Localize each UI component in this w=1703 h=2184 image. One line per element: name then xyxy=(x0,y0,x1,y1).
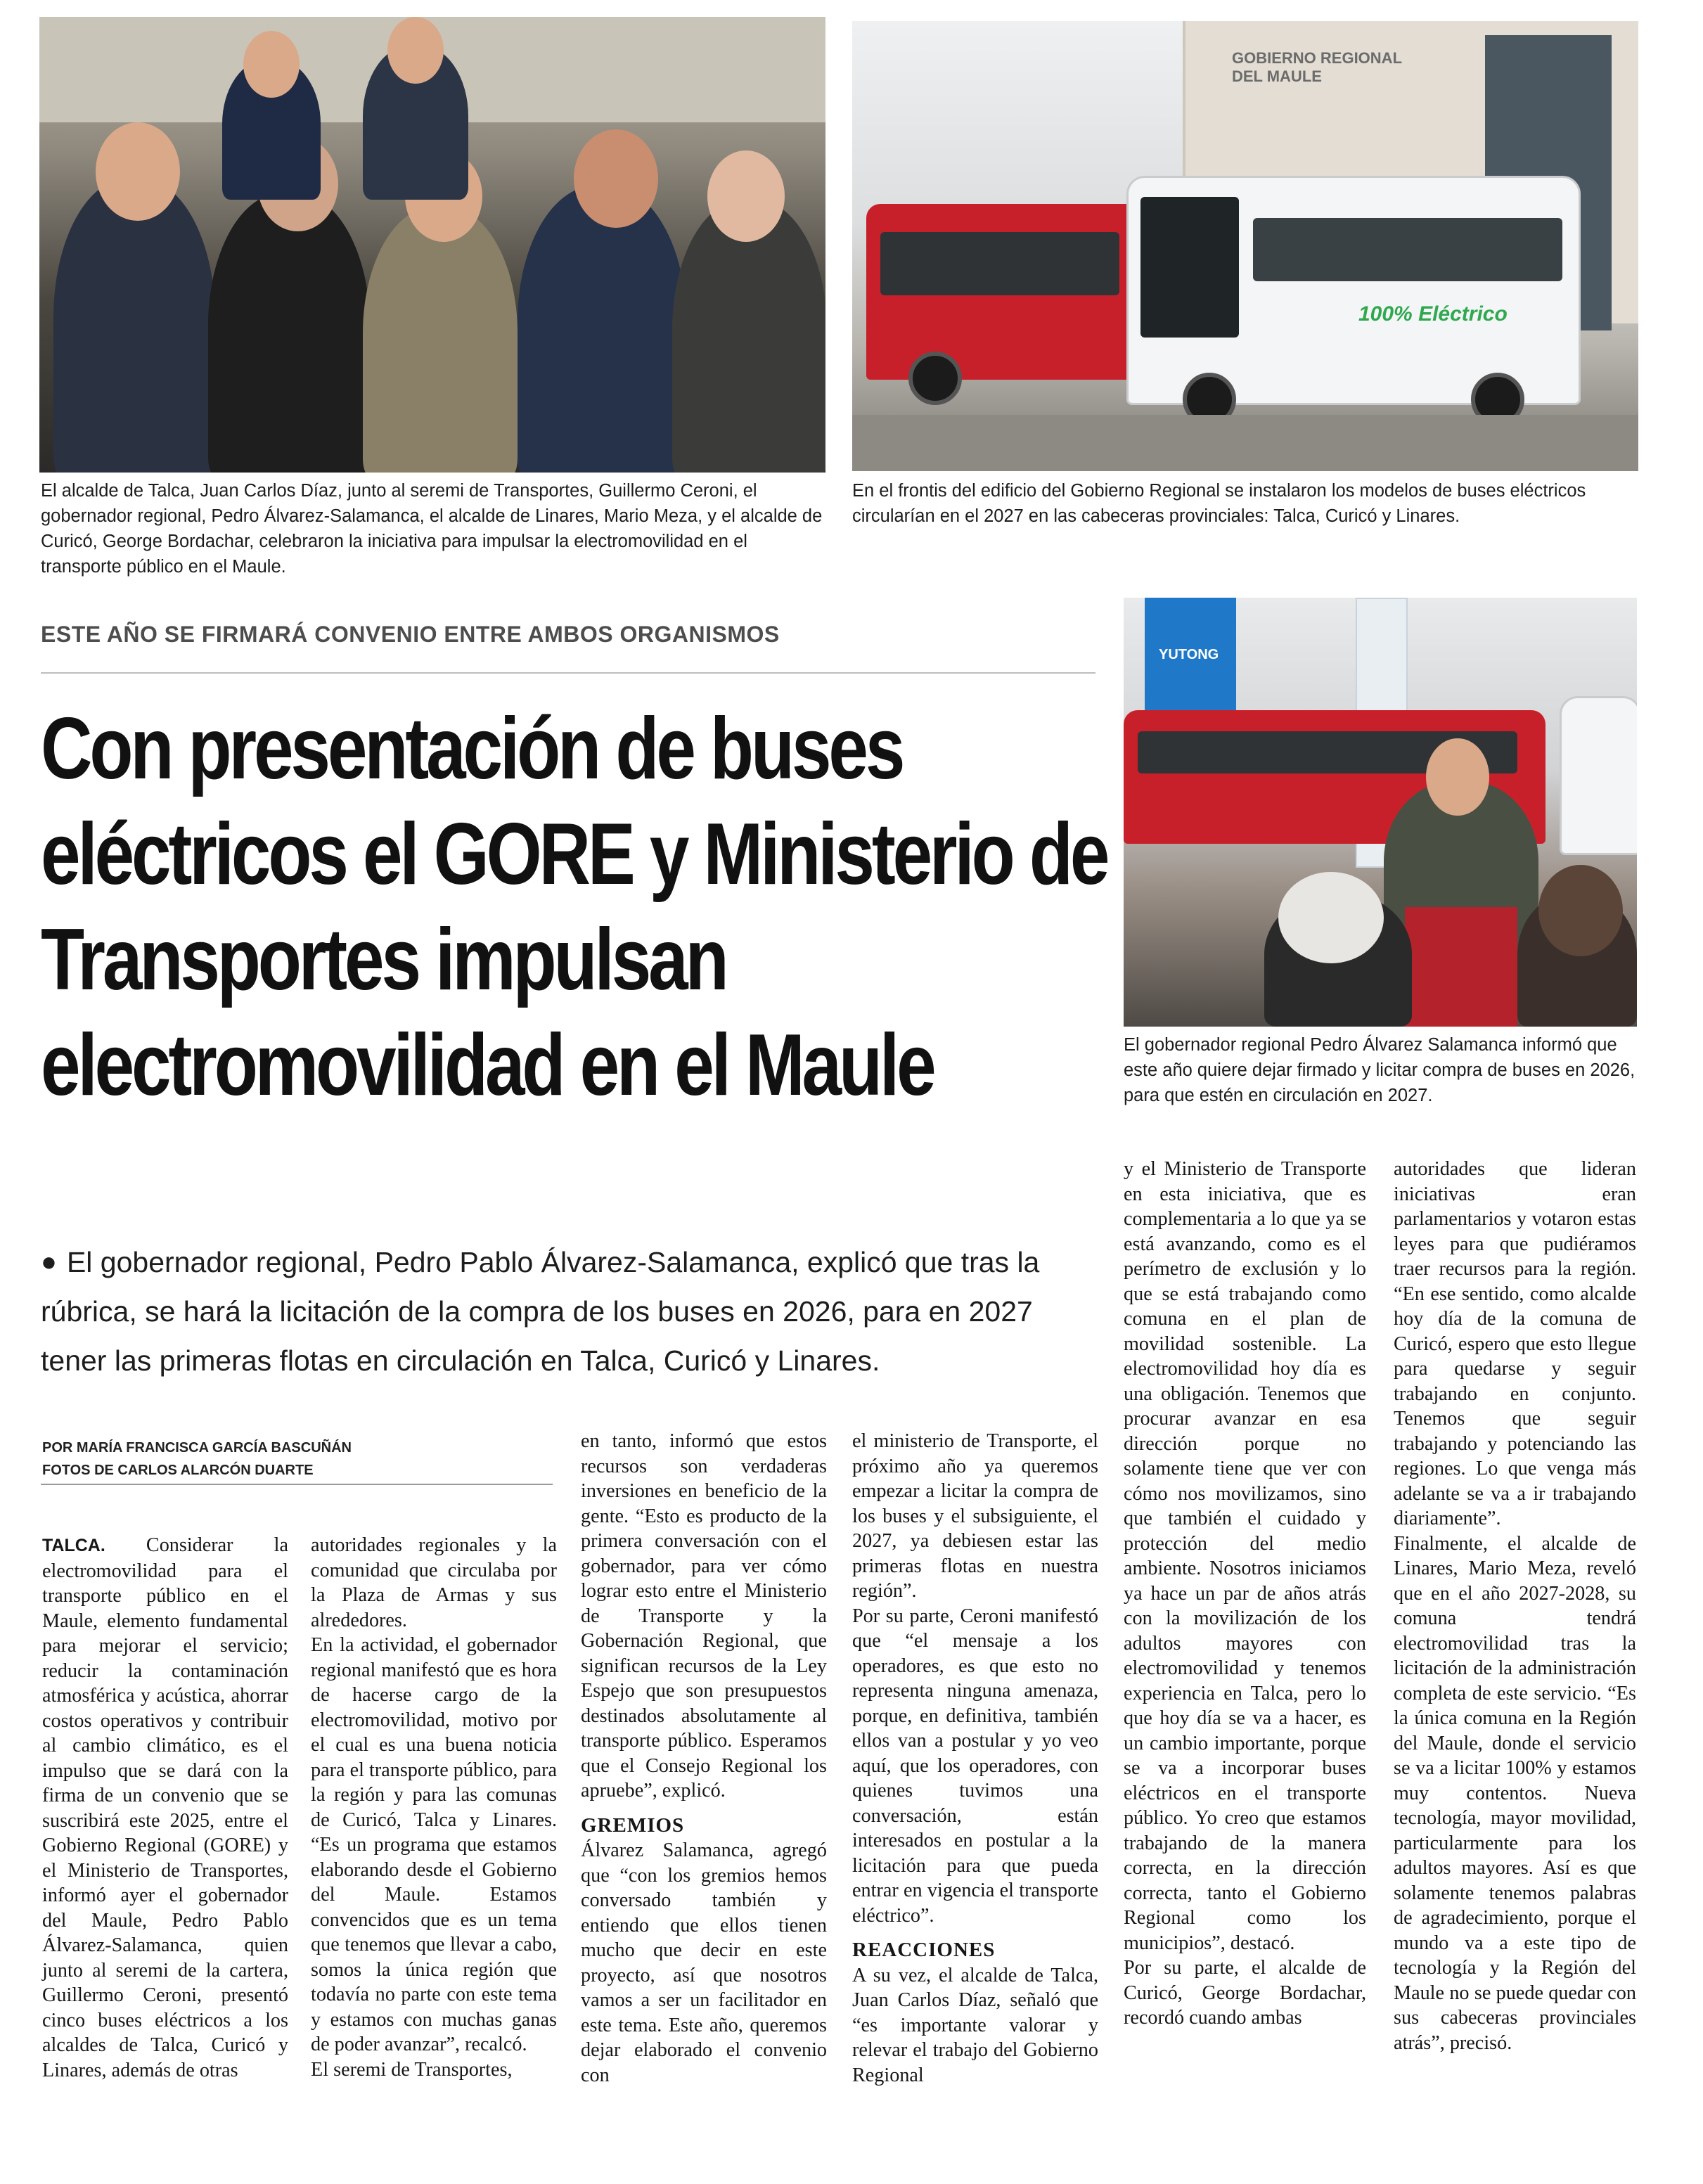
bus-electric-label: 100% Eléctrico xyxy=(1358,302,1508,326)
building-sign: GOBIERNO REGIONAL DEL MAULE xyxy=(1232,49,1402,85)
body-paragraph: El seremi de Transportes, xyxy=(311,2058,513,2081)
street xyxy=(852,415,1638,471)
body-paragraph: Álvarez Salamanca, agregó que “con los gremios hemos conversado también y entiendo que ellos tienen mucho que decir en este proyecto, así que nosotros vamos a ser un facilitador en este tema. Este año, queremos dejar elaborado el convenio con xyxy=(581,1839,827,2086)
body-paragraph: autoridades que lideran iniciativas eran parlamentarios y votaron estas leyes para que pudiéramos traer recursos para la región. “En ese sentido, como alcalde hoy día de la comuna de Curicó, espero que esto llegue para quedarse y seguir trabajando en conjunto. Tenemos que seguir trabajando y potenciando las regiones. Lo que venga más adelante se va a ir trabajando diariamente”. xyxy=(1394,1158,1636,1529)
bus-wheel xyxy=(908,352,962,405)
body-paragraph: autoridades regionales y la comunidad que circulaba por la Plaza de Armas y sus alrededores. xyxy=(311,1534,557,1631)
article-column-1 xyxy=(42,1533,288,2083)
audience-head xyxy=(1538,865,1623,956)
article-kicker: ESTE AÑO SE FIRMARÁ CONVENIO ENTRE AMBOS ORGANISMOS xyxy=(41,622,780,647)
person-figure xyxy=(208,193,370,473)
body-paragraph: en tanto, informó que estos recursos son verdaderas inversiones en beneficio de la gente. “Esto es producto de la primera conversación con el gobernador, para ver cómo lograr esto entre el Ministerio de Transporte y la Gobernación Regional, que significan recursos de la Ley Espejo que son presupuestos destinados absolutamente al transporte público. Esperamos que el Consejo Regional los apruebe”, explicó. xyxy=(581,1430,827,1801)
body-paragraph: A su vez, el alcalde de Talca, Juan Carlos Díaz, señaló que “es importante valorar y relevar el trabajo del Gobierno Regional xyxy=(852,1964,1098,2086)
bullet-icon: ● xyxy=(41,1247,57,1277)
byline-author: POR MARÍA FRANCISCA GARCÍA BASCUÑÁN xyxy=(42,1440,352,1456)
body-paragraph: Considerar la electromovilidad para el transporte público en el Maule, elemento fundamental para mejorar el servicio; reducir la contaminación atmosférica y acústica, ahorrar costos operativos y contribuir al cambio climático, es el impulso que se dará con la firma de un convenio que se suscribirá este 2025, entre el Gobierno Regional (GORE) y el Ministerio de Transportes, informó ayer el gobernador del Maule, Pedro Pablo Álvarez-Salamanca, quien junto al seremi de la cartera, Guillermo Ceroni, presentó cinco buses eléctricos a los alcaldes de Talca, Curicó y Linares, además de otras xyxy=(42,1534,288,2081)
article-column-2 xyxy=(311,1533,557,2082)
subhead-reacciones: REACCIONES xyxy=(852,1939,996,1961)
white-bus-windshield xyxy=(1140,197,1239,338)
person-figure xyxy=(53,179,215,473)
photo-caption-officials: El alcalde de Talca, Juan Carlos Díaz, junto al seremi de Transportes, Guillermo Ceroni, el gobernador regional, Pedro Álvarez-Salamanca, el alcalde de Linares, Mario Meza, y el alcalde de Curicó, George Bordachar, celebraron la iniciativa para impulsar la electromovilidad en el transporte público en el Maule. xyxy=(41,481,823,577)
dateline: TALCA. xyxy=(42,1536,105,1555)
article-column-6 xyxy=(1394,1157,1636,2055)
red-bus-window xyxy=(880,232,1119,295)
body-paragraph: y el Ministerio de Transporte en esta iniciativa, que es complementaria a lo que ya se está avanzando, como es el perímetro de exclusión y lo que se está trabajando como comuna en el plan de movilidad sostenible. La electromovilidad hoy día es una obligación. Tenemos que procurar avanzar en esa dirección porque no solamente tiene que ver con cómo nos movilizamos, sino que también el cuidado y protección del medio ambiente. Nosotros iniciamos ya hace un par de años atrás con la movilización de los adultos mayores con electromovilidad y tenemos experiencia en Talca, pero lo que hoy día se va a hacer, es un cambio importante, porque se va a incorporar buses eléctricos en el transporte público. Yo creo que estamos trabajando de la manera correcta, en la dirección correcta, tanto el Gobierno Regional como los municipios”, destacó. xyxy=(1124,1158,1366,1954)
headline-text: Con presentación de buses eléctricos el GORE y Ministerio de Transportes impulsan electromovilidad en el Maule xyxy=(41,700,1107,1114)
person-head xyxy=(243,31,300,98)
body-paragraph: En la actividad, el gobernador regional manifestó que es hora de hacerse cargo de la electromovilidad, motivo por el cual es una buena noticia para el transporte público, para la región y para las comunas de Curicó, Talca y Linares. “Es un programa que estamos elaborando desde el Gobierno del Maule. Estamos convencidos que es un tema que tenemos que llevar a cabo, somos la única región que todavía no parte con este tema y estamos con muchas ganas de poder avanzar”, recalcó. xyxy=(311,1634,557,2055)
banner-text: YUTONG xyxy=(1159,647,1219,662)
article-column-5 xyxy=(1124,1157,1366,2031)
body-paragraph: Por su parte, el alcalde de Curicó, George Bordachar, recordó cuando ambas xyxy=(1124,1957,1366,2029)
white-bus-window xyxy=(1253,218,1562,281)
person-head xyxy=(707,150,785,242)
body-paragraph: Por su parte, Ceroni manifestó que “el mensaje a los operadores, es que esto no representa ninguna amenaza, porque, en definitiva, también ellos van a postular y yo veo aquí, que los operadores, con quienes tuvimos una conversación, están interesados en postular a la licitación para que pueda entrar en vigencia el transporte eléctrico”. xyxy=(852,1605,1098,1927)
body-paragraph: Finalmente, el alcalde de Linares, Mario Meza, reveló que en el año 2027-2028, su comuna tendrá electromovilidad tras la licitación de la administración completa de este servicio. “Es la única comuna en la Región del Maule, donde el servicio se va a licitar 100% y estamos muy contentos. Nueva tecnología, mayor movilidad, particularmente para los adultos mayores. Así es que solamente tenemos palabras de agradecimiento, porque el mundo va a este tipo de tecnología y la Región del Maule no se puede quedar con sus cabeceras provinciales atrás”, precisó. xyxy=(1394,1532,1636,2054)
person-figure xyxy=(363,207,518,473)
article-column-3 xyxy=(581,1429,827,2088)
photo-electric-buses-building xyxy=(852,21,1638,471)
byline-divider xyxy=(41,1484,553,1485)
person-head xyxy=(387,17,444,84)
photo-caption-buses: En el frontis del edificio del Gobierno Regional se instalaron los modelos de buses eléctricos circularían en el 2027 en las cabeceras provinciales: Talca, Curicó y Linares. xyxy=(852,481,1586,526)
person-head xyxy=(96,122,180,221)
photo-caption-governor: El gobernador regional Pedro Álvarez Salamanca informó que este año quiere dejar firmado y licitar compra de buses en 2026, para que estén en circulación en 2027. xyxy=(1124,1035,1635,1105)
kicker-divider xyxy=(41,672,1095,674)
photo-officials-applauding xyxy=(39,17,825,473)
article-headline xyxy=(41,696,1113,1118)
governor-head xyxy=(1426,738,1489,816)
person-figure xyxy=(518,186,686,473)
audience-head xyxy=(1278,872,1384,963)
article-lede xyxy=(41,1238,1095,1385)
body-paragraph: el ministerio de Transporte, el próximo año ya queremos empezar a licitar la compra de los buses y el subsiguiente, el 2027, ya debiesen estar las primeras flotas en nuestra región”. xyxy=(852,1430,1098,1602)
photo-governor-speaking xyxy=(1124,598,1637,1027)
podium xyxy=(1405,907,1517,1027)
person-head xyxy=(574,129,658,228)
white-bus xyxy=(1560,696,1637,855)
byline-photos: FOTOS DE CARLOS ALARCÓN DUARTE xyxy=(42,1463,314,1478)
lede-text: El gobernador regional, Pedro Pablo Álvarez-Salamanca, explicó que tras la rúbrica, se hará la licitación de la compra de los buses en 2026, para en 2027 tener las primeras flotas en circulación en Talca, Curicó y Linares. xyxy=(41,1246,1040,1377)
article-column-4 xyxy=(852,1429,1098,2088)
subhead-gremios: GREMIOS xyxy=(581,1813,685,1837)
